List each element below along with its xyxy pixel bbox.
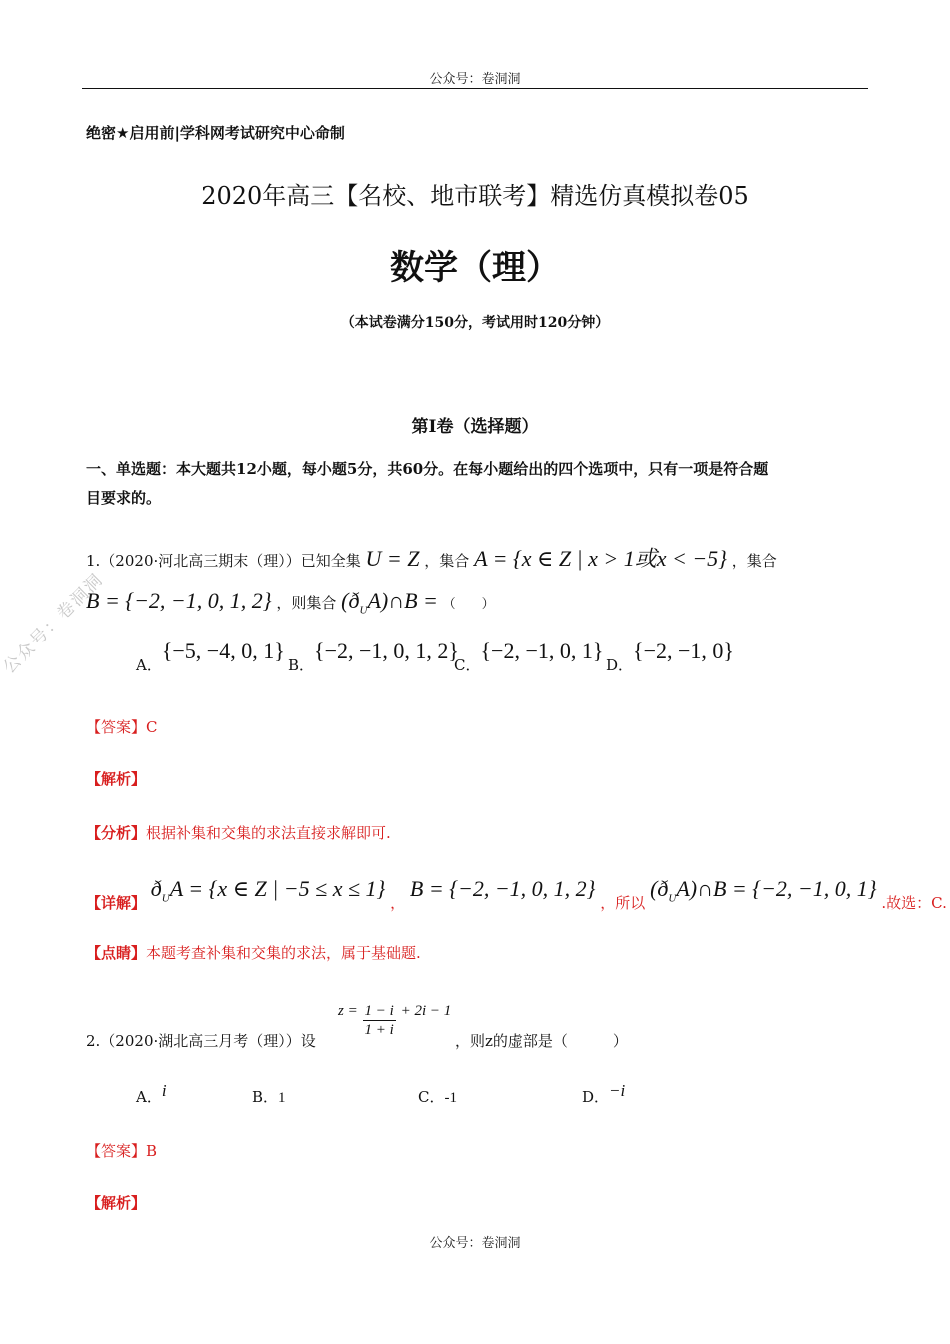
q1-mid2: ，集合	[731, 552, 777, 570]
q1-mid3: ，则集合	[276, 594, 337, 612]
exam-note: （本试卷满分150分，考试用时120分钟）	[340, 315, 610, 331]
q1-mid1: ，集合	[424, 552, 470, 570]
header-rule	[82, 88, 868, 89]
q1-answer-paren: （ ）	[442, 597, 495, 612]
question-1-stem-line-2	[86, 588, 495, 616]
q2-fraction: $\frac{1 - i}{1 + i}$	[364, 1003, 394, 1038]
q2-option-d: D．−i	[582, 1081, 626, 1106]
q2-option-c: C．-1	[418, 1088, 457, 1106]
subject-title: 数学（理）	[390, 248, 560, 288]
confidential-line: 绝密★启用前|学科网考试研究中心命制	[86, 124, 345, 142]
section-intro-line-1: 一、单选题：本大题共12小题，每小题5分，共60分。在每小题给出的四个选项中，只有一项是符合题	[86, 460, 769, 478]
q1-universal-set: U = Z	[365, 546, 420, 571]
q1-option-b: B．{−2, −1, 0, 1, 2}	[288, 638, 459, 674]
page-header: 公众号：卷洞洞	[429, 72, 521, 87]
q1-fenxi: 【分析】根据补集和交集的求法直接求解即可.	[86, 824, 391, 842]
q2-prefix: 2.（2020·湖北高三月考（理））设	[86, 1032, 316, 1050]
q2-analysis-tag: 【解析】	[86, 1194, 147, 1212]
q1-analysis-tag: 【解析】	[86, 770, 147, 788]
q2-formula: z = $\frac{1 - i}{1 + i}$ + 2i − 1	[338, 1002, 452, 1038]
exam-title: 2020年高三【名校、地市联考】精选仿真模拟卷05	[201, 182, 749, 210]
section-intro-line-2: 目要求的。	[86, 489, 162, 507]
question-1-stem	[86, 542, 777, 573]
q1-expression: $(ð_UA)\cap B$ =	[341, 588, 438, 617]
watermark: 公众号：卷洞洞	[0, 569, 108, 678]
q2-suffix: ，则z的虚部是（ ）	[455, 1032, 628, 1050]
q1-comment: 【点睛】本题考查补集和交集的求法，属于基础题.	[86, 944, 421, 962]
q1-prefix: 1.（2020·河北高三期末（理））已知全集	[86, 552, 361, 570]
q2-answer: 【答案】B	[86, 1142, 158, 1160]
q1-option-c: C．{−2, −1, 0, 1}	[454, 638, 604, 674]
question-2-stem	[86, 1030, 316, 1051]
q2-option-a: A．i	[136, 1081, 167, 1106]
q1-answer: 【答案】C	[86, 718, 158, 736]
q1-option-a: A．{−5, −4, 0, 1}	[136, 638, 285, 674]
q1-set-b: B = {−2, −1, 0, 1, 2}	[86, 588, 272, 613]
q1-detail: 【详解】 $ð_UA = \{x$ ∈ Z | −5 ≤ x ≤ 1} ， B = {−2, −1, 0, 1, 2} ，所以 $(ð_UA)\cap B = \{-2$, −1, 0, 1} .故选：C.	[86, 876, 947, 912]
q1-option-d: D．{−2, −1, 0}	[606, 638, 734, 674]
q2-option-b: B．1	[252, 1088, 286, 1106]
part-title: 第Ⅰ卷（选择题）	[411, 417, 539, 437]
q1-set-a: A = {x ∈ Z | x > 1或x < −5}	[474, 546, 727, 571]
page-footer: 公众号：卷洞洞	[429, 1236, 521, 1251]
